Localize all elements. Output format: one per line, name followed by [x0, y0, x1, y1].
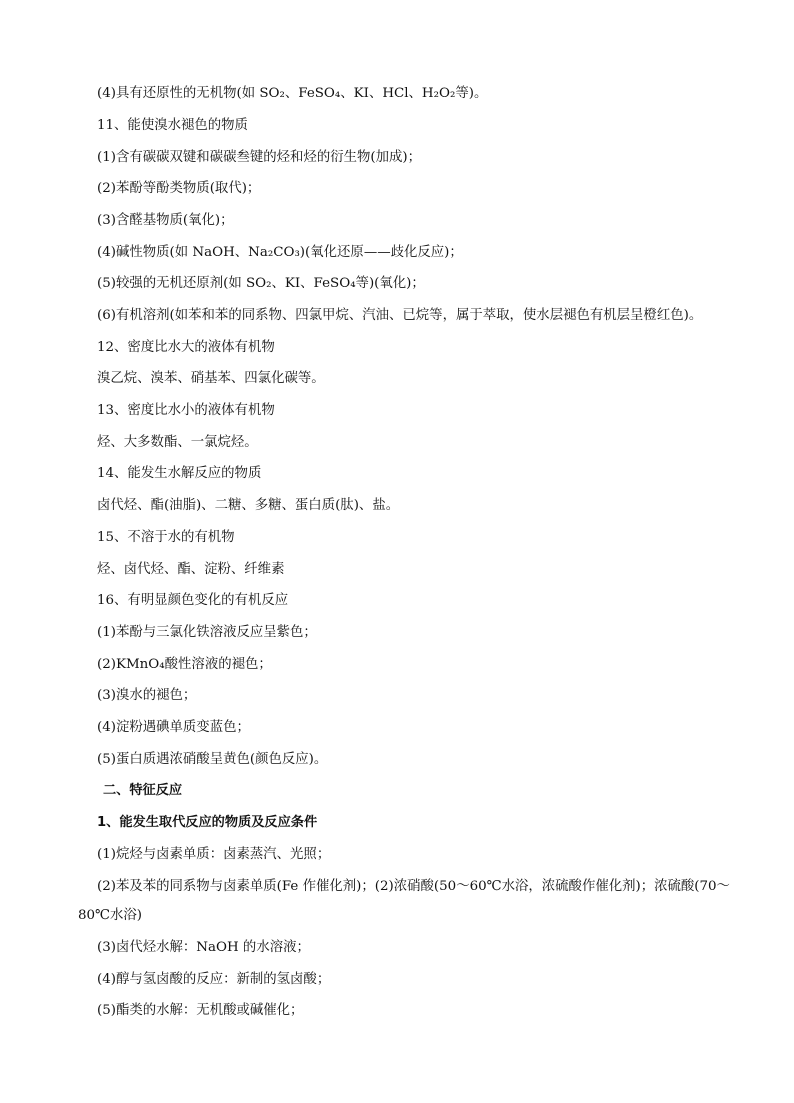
heading-color-change-reactions: 16、有明显颜色变化的有机反应	[97, 593, 289, 608]
text-line-starch-iodine: (4)淀粉遇碘单质变蓝色；	[97, 720, 250, 735]
text-line-reducing-inorganics: (4)具有还原性的无机物(如 SO₂、FeSO₄、KI、HCl、H₂O₂等)。	[97, 86, 488, 101]
text-line-hydrolysis-examples: 卤代烃、酯(油脂)、二糖、多糖、蛋白质(肽)、盐。	[97, 498, 400, 513]
heading-bromine-decolorizing: 11、能使溴水褪色的物质	[97, 118, 248, 133]
text-line-protein-nitric: (5)蛋白质遇浓硝酸呈黄色(颜色反应)。	[97, 752, 328, 767]
text-line-phenol-ferric: (1)苯酚与三氯化铁溶液反应呈紫色；	[97, 625, 317, 640]
text-line-alcohol-hydrohalic: (4)醇与氢卤酸的反应：新制的氢卤酸；	[97, 972, 331, 987]
text-line-inorganic-reductants: (5)较强的无机还原剂(如 SO₂、KI、FeSO₄等)(氧化)；	[97, 276, 425, 291]
text-line-addition: (1)含有碳碳双键和碳碳叁键的烃和烃的衍生物(加成)；	[97, 150, 422, 165]
text-line-aldehyde-oxidation: (3)含醛基物质(氧化)；	[97, 213, 234, 228]
heading-hydrolysis: 14、能发生水解反应的物质	[97, 466, 262, 481]
text-line-benzene-halogen-continued: 80℃水浴)	[78, 908, 143, 923]
text-line-alkaline-substances: (4)碱性物质(如 NaOH、Na₂CO₃)(氧化还原——歧化反应)；	[97, 245, 463, 260]
text-line-insoluble-examples: 烃、卤代烃、酯、淀粉、纤维素	[97, 562, 285, 577]
text-line-ester-hydrolysis: (5)酯类的水解：无机酸或碱催化；	[97, 1003, 304, 1018]
text-line-bromine-water: (3)溴水的褪色；	[97, 688, 197, 703]
heading-substitution-reactions: 1、能发生取代反应的物质及反应条件	[97, 815, 318, 830]
text-line-haloalkane-hydrolysis: (3)卤代烃水解：NaOH 的水溶液；	[97, 940, 310, 955]
heading-lighter-than-water: 13、密度比水小的液体有机物	[97, 403, 275, 418]
heading-water-insoluble: 15、不溶于水的有机物	[97, 530, 235, 545]
text-line-phenol-substitution: (2)苯酚等酚类物质(取代)；	[97, 181, 261, 196]
text-line-organic-solvents: (6)有机溶剂(如苯和苯的同系物、四氯甲烷、汽油、已烷等，属于萃取，使水层褪色有机层呈橙红色)。	[97, 308, 703, 323]
heading-denser-than-water: 12、密度比水大的液体有机物	[97, 340, 275, 355]
section-heading-characteristic-reactions: 二、特征反应	[103, 783, 183, 798]
text-line-alkane-halogen: (1)烷烃与卤素单质：卤素蒸汽、光照；	[97, 847, 331, 862]
text-line-lighter-examples: 烃、大多数酯、一氯烷烃。	[97, 435, 258, 450]
text-line-kmno4: (2)KMnO₄酸性溶液的褪色；	[97, 657, 272, 672]
text-line-denser-examples: 溴乙烷、溴苯、硝基苯、四氯化碳等。	[97, 371, 325, 386]
text-line-benzene-halogen: (2)苯及苯的同系物与卤素单质(Fe 作催化剂)；(2)浓硝酸(50～60℃水浴，浓硫酸作催化剂)；浓硫酸(70～	[97, 879, 730, 894]
